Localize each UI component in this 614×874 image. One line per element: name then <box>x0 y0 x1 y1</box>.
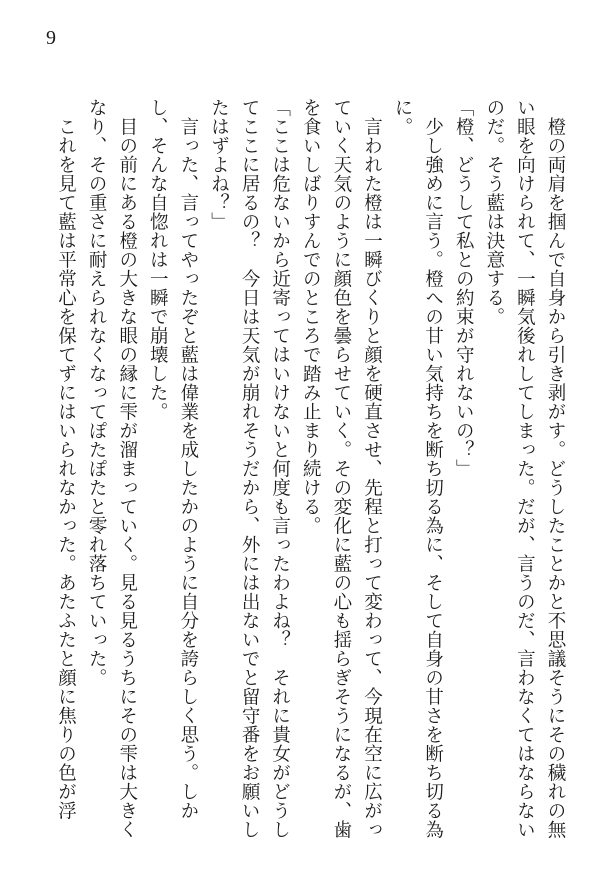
dialogue-line: 「橙、どうして私との約束が守れないの？」 <box>453 98 475 478</box>
paragraph: 言った、言ってやったぞと藍は偉業を成したかのように自分を誇らしく思う。しかし、そんな自惚れは一瞬で崩壊した。 <box>147 98 199 820</box>
paragraph: 少し強めに言う。橙への甘い気持ちを断ち切る為に、そして自身の甘さを断ち切る為に。 <box>392 98 444 839</box>
paragraph: 目の前にある橙の大きな眼の縁に雫が溜まっていく。見る見るうちにその雫は大きくなり、その重さに耐えられなくなってぽたぽたと零れ落ちていった。 <box>86 98 138 839</box>
paragraph: これを見て藍は平常心を保てずにはいられなかった。あたふたと顔に焦りの色が浮 <box>55 116 77 820</box>
dialogue-line: 「ここは危ないから近寄ってはいけないと何度も言ったわよね？ それに貴女がどうしてここに居るの？ 今日は天気が崩れそうだから、外には出ないでと留守番をお願いしたはずよね？」 <box>208 98 291 839</box>
paragraph: 橙の両肩を掴んで自身から引き剥がす。どうしたことかと不思議そうにその穢れの無い眼を向けられて、一瞬気後れしてしまった。だが、言うのだ、言わなくてはならないのだ。そう藍は決意する。 <box>483 98 566 839</box>
paragraph: 言われた橙は一瞬びくりと顔を硬直させ、先程と打って変わって、今現在空に広がっていく天気のように顔色を曇らせていく。その変化に藍の心も揺らぎそうになるが、歯を食いしばりすんでのところで踏み止まり続ける。 <box>300 98 383 839</box>
vertical-text-body <box>18 98 570 840</box>
page-number: 9 <box>46 27 56 49</box>
